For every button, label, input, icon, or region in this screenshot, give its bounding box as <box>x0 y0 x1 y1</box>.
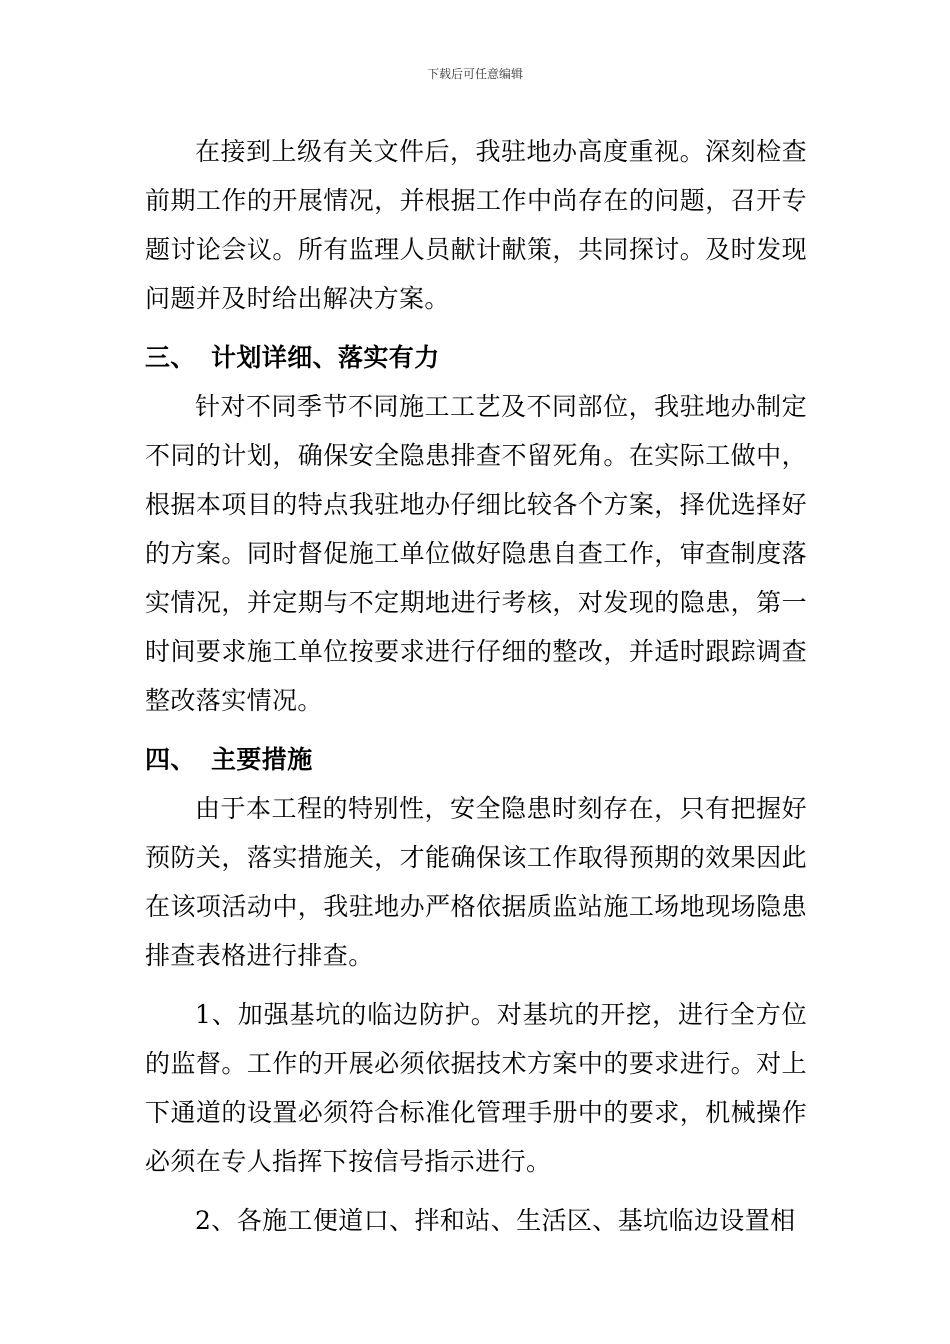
paragraph-4: 1、加强基坑的临边防护。对基坑的开挖，进行全方位的监督。工作的开展必须依据技术方案中的要求进行。对上下通道的设置必须符合标准化管理手册中的要求，机械操作必须在专人指挥下按信号指示进行。 <box>145 1000 807 1176</box>
paragraph-2: 针对不同季节不同施工工艺及不同部位，我驻地办制定不同的计划，确保安全隐患排查不留死角。在实际工做中，根据本项目的特点我驻地办仔细比较各个方案，择优选择好的方案。同时督促施工单位做好隐患自查工作，审查制度落实情况，并定期与不定期地进行考核，对发现的隐患，第一时间要求施工单位按要求进行仔细的整改，并适时跟踪调查整改落实情况。 <box>145 392 807 715</box>
section-heading-4 <box>145 735 807 784</box>
paragraph-3: 由于本工程的特别性，安全隐患时刻存在，只有把握好预防关，落实措施关，才能确保该工作取得预期的效果因此在该项活动中，我驻地办严格依据质监站施工场地现场隐患排查表格进行排查。 <box>145 794 807 970</box>
spacer <box>145 323 807 333</box>
paragraph-5: 2、各施工便道口、拌和站、生活区、基坑临边设置相 <box>195 1206 796 1235</box>
spacer <box>145 980 807 990</box>
paragraph-1: 在接到上级有关文件后，我驻地办高度重视。深刻检查前期工作的开展情况，并根据工作中尚存在的问题，召开专题讨论会议。所有监理人员献计献策，共同探讨。及时发现问题并及时给出解决方案。 <box>145 137 807 313</box>
section-number-3: 三、 <box>145 343 196 372</box>
section-number-4: 四、 <box>145 745 196 774</box>
section-heading-3 <box>145 333 807 382</box>
section-title-3: 计划详细、落实有力 <box>211 343 440 372</box>
spacer <box>145 1186 807 1196</box>
page-header: 下载后可任意编辑 <box>426 67 523 81</box>
document-body <box>145 127 807 1245</box>
section-title-4: 主要措施 <box>211 745 313 774</box>
spacer <box>145 725 807 735</box>
